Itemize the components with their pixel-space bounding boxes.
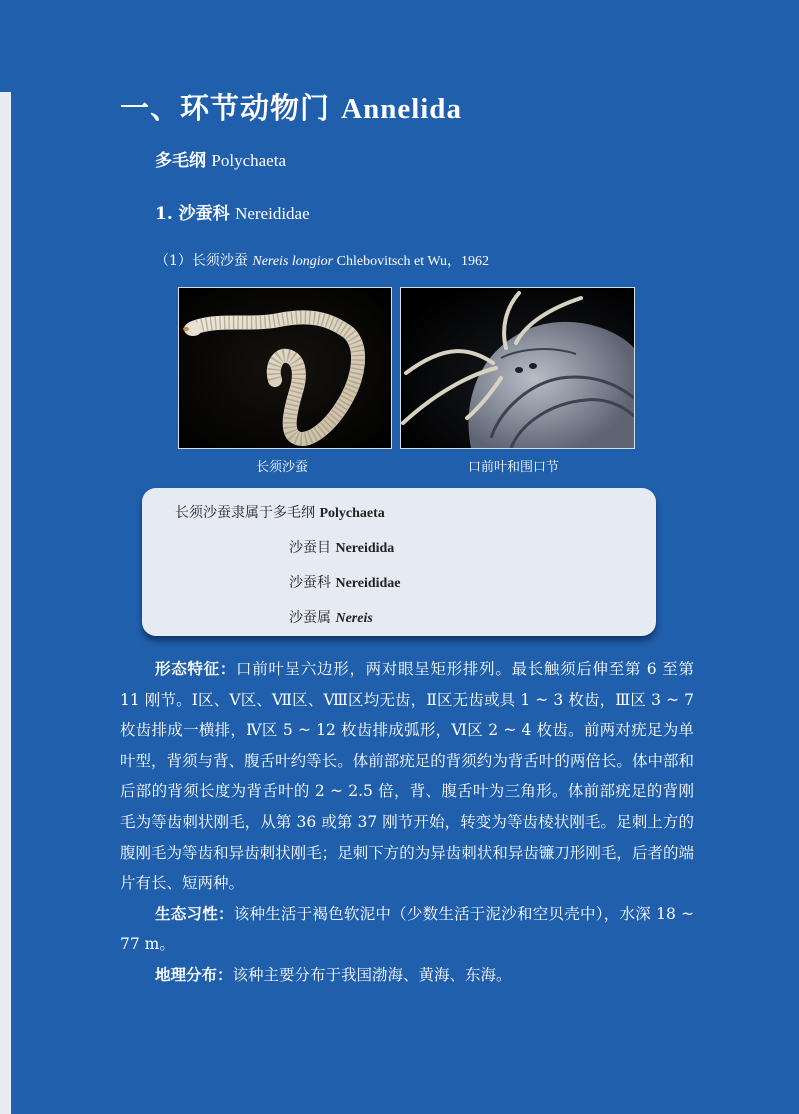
family-heading [155,199,310,224]
chapter-title-latin: Annelida [341,93,462,125]
morphology-paragraph [120,654,694,899]
prostomium-closeup-illustration [401,288,634,448]
taxonomy-class-row [175,502,385,522]
distribution-text: 该种主要分布于我国渤海、黄海、东海。 [232,965,512,984]
class-name-cn: 多毛纲 [155,151,206,171]
taxonomy-order-cn: 沙蚕目 [289,540,331,556]
taxonomy-box [142,488,656,636]
taxonomy-family-latin: Nereididae [335,576,401,591]
family-name-latin: Nereididae [235,204,310,223]
taxonomy-genus-latin: Nereis [335,611,373,626]
description-body [120,654,694,991]
family-name-cn: 1. 沙蚕科 [155,204,230,224]
morphology-text: 口前叶呈六边形，两对眼呈矩形排列。最长触须后伸至第 6 至第 11 刚节。Ⅰ区、Ⅴ区、Ⅶ区、Ⅷ区均无齿，Ⅱ区无齿或具 1 ~ 3 枚齿，Ⅲ区 3 ~ 7 枚齿排成一横排，Ⅳ区 5 ~ 12 枚齿排成弧形，Ⅵ区 2 ~ 4 枚齿。前两对疣足为单叶型，背须与背、腹舌叶约等长。体前部疣足的背须约为背舌叶的两倍长。体中部和后部的背须长度为背舌叶的 2 ~ 2.5 倍，背、腹舌叶为三角形。体前部疣足的背刚毛为等齿刺状刚毛，从第 36 或第 37 刚节开始，转变为等齿棱状刚毛。足刺上方的腹刚毛为等齿和异齿刺状刚毛；足刺下方的为异齿刺状和异齿镰刀形刚毛，后者的端片有长、短两种。 [120,660,694,893]
species-heading [155,250,489,270]
class-heading [155,146,286,171]
distribution-paragraph [120,960,694,991]
species-authority: Chlebovitsch et Wu，1962 [333,254,490,269]
taxonomy-family-row [289,572,401,592]
species-latin-name: Nereis longior [252,254,334,269]
ecology-text: 该种生活于褐色软泥中（少数生活于泥沙和空贝壳中），水深 18 ~ 77 m。 [120,904,694,954]
morphology-heading: 形态特征： [155,660,237,678]
worm-whole-photo [178,287,392,449]
taxonomy-order-row [289,537,394,557]
ecology-heading: 生态习性： [155,904,234,923]
figure-caption-worm: 长须沙蚕 [256,460,309,475]
figure-caption-prostomium: 口前叶和围口节 [468,460,560,475]
distribution-heading: 地理分布： [155,965,233,984]
taxonomy-family-cn: 沙蚕科 [289,575,331,591]
page-edge-strip [0,92,11,1114]
taxonomy-class-latin: Polychaeta [319,506,385,521]
worm-whole-illustration [179,288,391,448]
taxonomy-intro: 长须沙蚕隶属于多毛纲 [175,505,315,521]
taxonomy-order-latin: Nereidida [335,541,395,556]
taxonomy-genus-row [289,607,373,627]
chapter-title-cn: 一、环节动物门 [120,91,331,125]
species-prefix: （1）长须沙蚕 [155,253,253,269]
prostomium-closeup-photo [400,287,635,449]
chapter-title [120,86,462,127]
ecology-paragraph [120,899,694,960]
class-name-latin: Polychaeta [211,151,286,170]
taxonomy-genus-cn: 沙蚕属 [289,610,331,626]
